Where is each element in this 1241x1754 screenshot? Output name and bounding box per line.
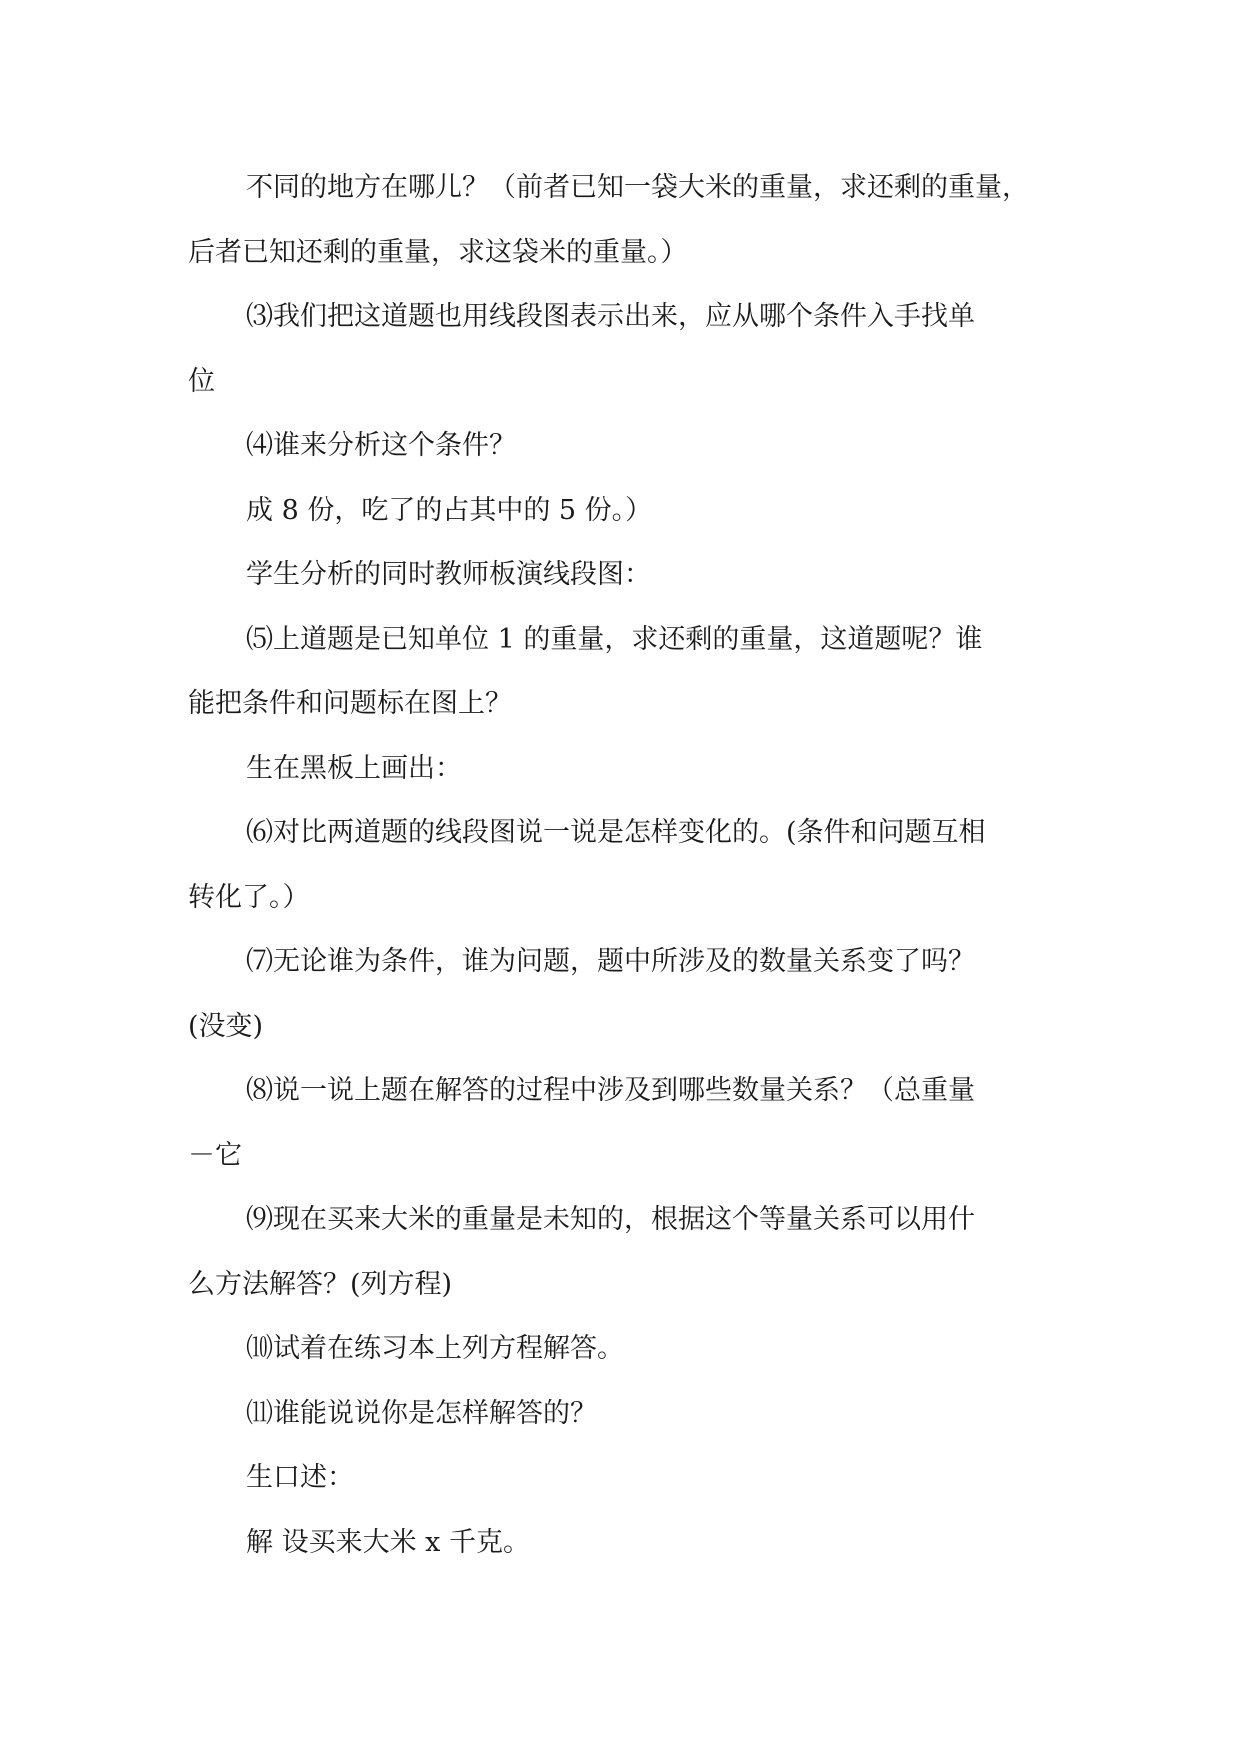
paragraph-text — [188, 156, 1063, 1575]
document-body — [188, 156, 1063, 1575]
text-line: 生口述： — [246, 1462, 354, 1493]
text-line: ⑼现在买来大米的重量是未知的，根据这个等量关系可以用什 — [246, 1204, 975, 1235]
text-line: 解 设买来大米 x 千克。 — [246, 1526, 530, 1558]
text-line: －它 — [188, 1139, 242, 1171]
text-line: ⑸上道题是已知单位 1 的重量，求还剩的重量，这道题呢？谁 — [246, 623, 983, 655]
text-line: ⑻说一说上题在解答的过程中涉及到哪些数量关系？（总重量 — [246, 1075, 975, 1106]
text-line: 生在黑板上画出： — [246, 752, 462, 784]
text-line: 位 — [188, 365, 215, 397]
text-line: ⑺无论谁为条件，谁为问题，题中所涉及的数量关系变了吗？ — [246, 946, 975, 977]
text-line: 成 8 份，吃了的占其中的 5 份。） — [246, 494, 653, 526]
text-line: ⑹对比两道题的线段图说一说是怎样变化的。(条件和问题互相 — [246, 817, 986, 848]
text-line: (没变) — [188, 1010, 264, 1042]
text-line: 能把条件和问题标在图上？ — [188, 688, 512, 719]
text-line: 么方法解答？(列方程) — [188, 1268, 453, 1300]
text-line: ⑷谁来分析这个条件？ — [246, 430, 516, 461]
text-line: ⑾谁能说说你是怎样解答的？ — [246, 1397, 597, 1429]
text-line: 学生分析的同时教师板演线段图： — [246, 559, 651, 590]
text-line: 后者已知还剩的重量，求这袋米的重量。） — [188, 236, 688, 268]
text-line: 转化了。） — [188, 881, 310, 913]
text-line: 不同的地方在哪儿？（前者已知一袋大米的重量，求还剩的重量， — [246, 172, 1029, 203]
text-line: ⑽试着在练习本上列方程解答。 — [246, 1333, 624, 1364]
text-line: ⑶我们把这道题也用线段图表示出来，应从哪个条件入手找单 — [246, 301, 975, 332]
